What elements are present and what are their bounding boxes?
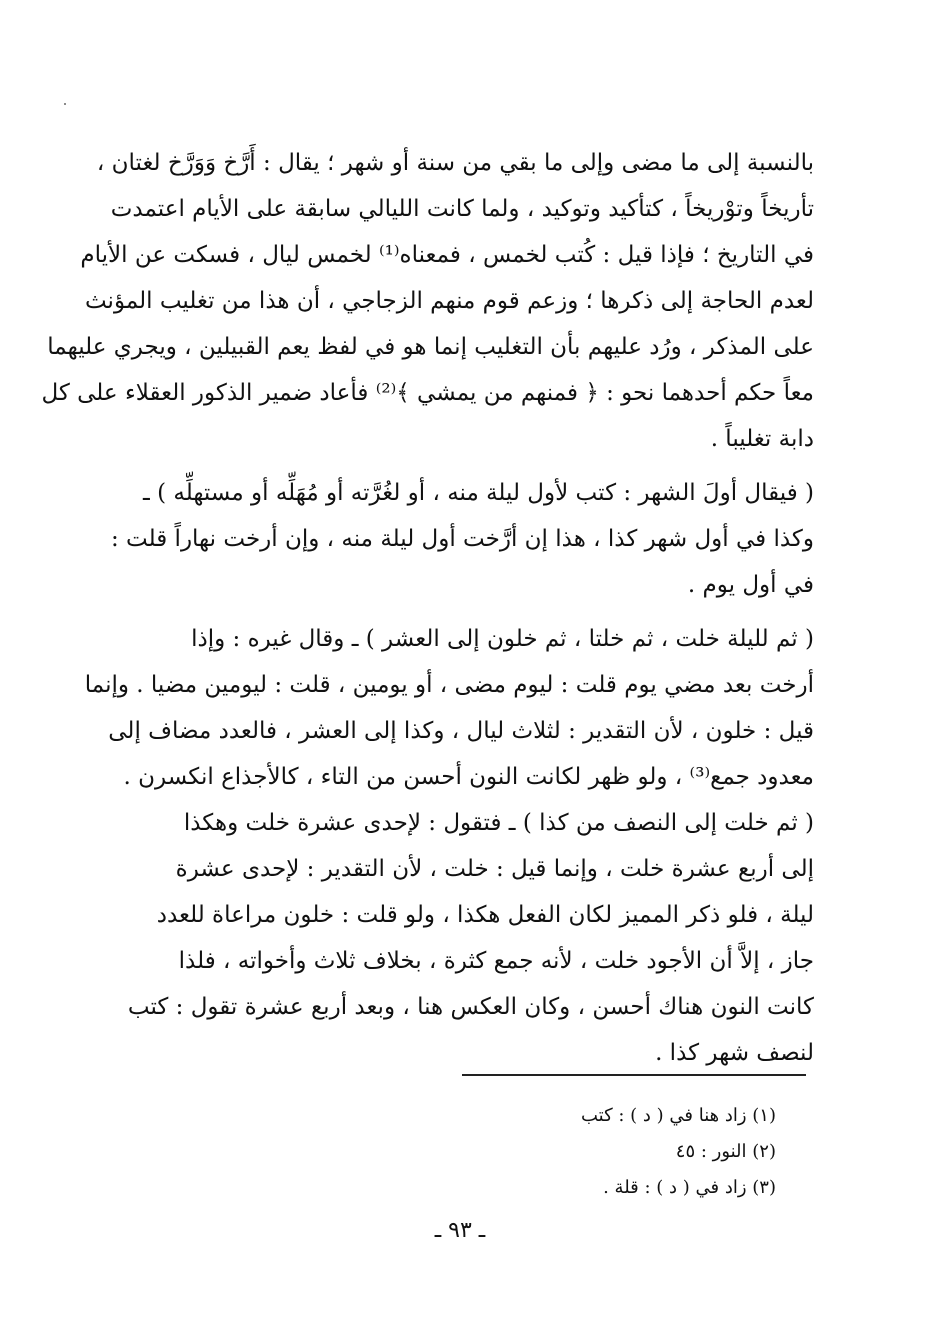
text-line: في التاريخ ؛ فإذا قيل : كُتب لخمس ، فمعناه⁽¹⁾ لخمس ليال ، فسكت عن الأيام <box>80 242 814 268</box>
scan-speck <box>64 103 66 105</box>
text-line: على المذكر ، ورُد عليهم بأن التغليب إنما هو في لفظ يعم القبيلين ، ويجري عليهما <box>47 334 814 360</box>
text-line: تأريخاً وتوْريخاً ، كتأكيد وتوكيد ، ولما كانت الليالي سابقة على الأيام اعتمدت <box>110 196 814 222</box>
text-line: دابة تغليباً . <box>710 426 814 452</box>
text-line: إلى أربع عشرة خلت ، وإنما قيل : خلت ، لأن التقدير : لإحدى عشرة <box>175 856 814 882</box>
text-line: معدود جمع⁽³⁾ ، ولو ظهر لكانت النون أحسن من التاء ، كالأجذاع انكسرن . <box>123 764 814 790</box>
text-line: معاً حكم أحدهما نحو : ﴿ فمنهم من يمشي ﴾⁽²⁾ فأعاد ضمير الذكور العقلاء على كل <box>41 380 814 406</box>
text-line: لنصف شهر كذا . <box>655 1040 814 1066</box>
text-line: بالنسبة إلى ما مضى وإلى ما بقي من سنة أو شهر ؛ يقال : أَرَّخ وَوَرَّخ لغتان ، <box>96 150 814 176</box>
footnote-divider <box>462 1074 806 1076</box>
text-line: وكذا في أول شهر كذا ، هذا إن أرَّخت أول ليلة منه ، وإن أرخت نهاراً قلت : <box>110 526 814 552</box>
text-line: ( فيقال أولَ الشهر : كتب لأول ليلة منه ، أو لغُرَّته أو مُهَلِّه أو مستهلِّه ) ـ <box>143 480 814 506</box>
text-line: كانت النون هناك أحسن ، وكان العكس هنا ، وبعد أربع عشرة تقول : كتب <box>127 994 814 1020</box>
footnote-2: (٢) النور : ٤٥ <box>675 1141 776 1162</box>
footnotes <box>450 1098 776 1206</box>
main-text <box>41 140 814 1076</box>
text-line: ليلة ، فلو ذكر المميز لكان الفعل هكذا ، ولو قلت : خلون مراعاة للعدد <box>156 902 814 928</box>
text-line: ( ثم لليلة خلت ، ثم خلتا ، ثم خلون إلى العشر ) ـ وقال غيره : وإذا <box>191 626 814 652</box>
footnote-1: (١) زاد هنا في ( د ) : كتب <box>580 1105 776 1126</box>
text-line: أرخت بعد مضي يوم قلت : ليوم مضى ، أو يومين ، قلت : ليومين مضيا . وإنما <box>84 672 814 698</box>
text-line: في أول يوم . <box>687 572 814 598</box>
text-line: قيل : خلون ، لأن التقدير : لثلاث ليال ، وكذا إلى العشر ، فالعدد مضاف إلى <box>108 718 814 744</box>
footnote-3: (٣) زاد في ( د ) : قلة . <box>603 1177 776 1198</box>
text-line: جاز ، إلاَّ أن الأجود خلت ، لأنه جمع كثرة ، بخلاف ثلاث وأخواته ، فلذا <box>178 948 814 974</box>
text-line: ( ثم خلت إلى النصف من كذا ) ـ فتقول : لإحدى عشرة خلت وهكذا <box>183 810 814 836</box>
text-line: لعدم الحاجة إلى ذكرها ؛ وزعم قوم منهم الزجاجي ، أن هذا من تغليب المؤنث <box>84 288 814 314</box>
page-number: ـ ٩٣ ـ <box>434 1218 486 1243</box>
